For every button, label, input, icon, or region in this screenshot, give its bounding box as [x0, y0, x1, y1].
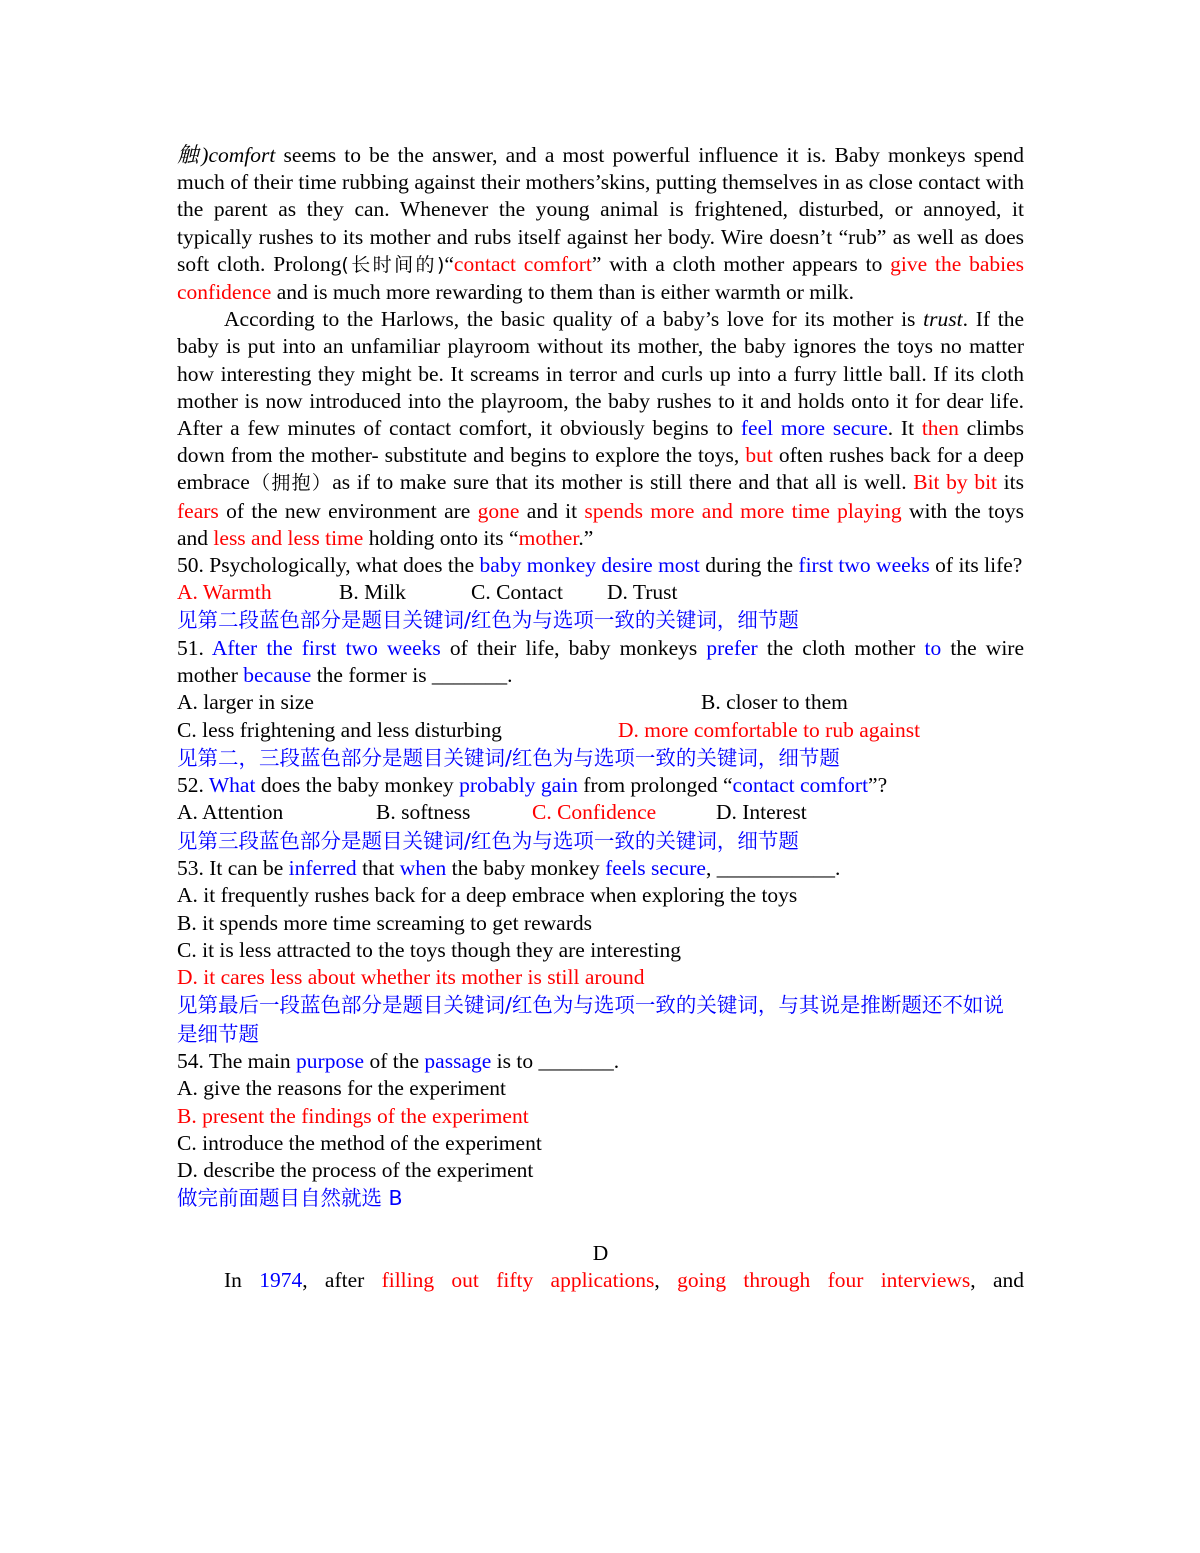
- question-50: 50. Psychologically, what does the baby monkey desire most during the first two weeks of its life?: [177, 553, 1023, 578]
- option-b: B. it spends more time screaming to get rewards: [177, 910, 592, 935]
- option-b: B. closer to them: [701, 690, 848, 715]
- question-54-note: 做完前面题目自然就选 B: [177, 1186, 403, 1211]
- question-51-options-row1: [177, 689, 1024, 716]
- option-b: B. present the findings of the experiment: [177, 1103, 529, 1128]
- option-c: C. Confidence: [532, 800, 657, 825]
- option-b: B. Milk: [339, 580, 406, 605]
- question-51: 51. After the first two weeks of their life, baby monkeys prefer the cloth mother to the wire mother because the former is _______.: [177, 635, 1024, 688]
- option-c: C. it is less attracted to the toys though they are interesting: [177, 937, 681, 962]
- paragraph-section-d: In 1974, after filling out fifty applications, going through four interviews, and: [224, 1267, 1024, 1292]
- option-a: A. it frequently rushes back for a deep embrace when exploring the toys: [177, 883, 798, 908]
- option-d: D. it cares less about whether its mother is still around: [177, 964, 645, 989]
- option-a: A. Attention: [177, 800, 284, 825]
- question-50-options: [177, 579, 1024, 606]
- option-a: A. larger in size: [177, 690, 314, 715]
- option-c: C. less frightening and less disturbing: [177, 717, 502, 742]
- question-51-options-row2: [177, 717, 1024, 744]
- section-heading-d: D: [592, 1240, 609, 1265]
- question-53: 53. It can be inferred that when the baby monkey feels secure, ___________.: [177, 856, 841, 881]
- option-d: D. more comfortable to rub against: [618, 717, 921, 742]
- option-c: C. Contact: [471, 580, 563, 605]
- question-53-note: 见第最后一段蓝色部分是题目关键词/红色为与选项一致的关键词，与其说是推断题还不如说是细节题: [177, 993, 1004, 1046]
- question-52-options: [177, 799, 1024, 826]
- question-52-note: 见第三段蓝色部分是题目关键词/红色为与选项一致的关键词，细节题: [177, 828, 799, 853]
- option-c: C. introduce the method of the experiment: [177, 1130, 542, 1155]
- paragraph-trust: According to the Harlows, the basic quality of a baby’s love for its mother is trust. If the baby is put into an unfamiliar playroom without its mother, the baby ignores the toys no matter how interesting they might be. It screams in terror and curls up into a furry little ball. If its cloth mother is now introduced into the playroom, the baby rushes to it and holds onto it for dear life. After a few minutes of contact comfort, it obviously begins to feel more secure. It then climbs down from the mother- substitute and begins to explore the toys, but often rushes back for a deep embrace（拥抱）as if to make sure that its mother is still there and that all is well. Bit by bit its fears of the new environment are gone and it spends more and more time playing with the toys and less and less time holding onto its “mother.”: [177, 307, 1025, 550]
- question-54: 54. The main purpose of the passage is to _______.: [177, 1049, 620, 1074]
- option-d: D. Trust: [607, 580, 678, 605]
- option-a: A. Warmth: [177, 580, 272, 605]
- document-page: [177, 142, 1024, 1294]
- section-spacer: [177, 1213, 1024, 1240]
- option-a: A. give the reasons for the experiment: [177, 1076, 506, 1101]
- option-b: B. softness: [376, 800, 471, 825]
- paragraph-contact-comfort: 触)comfort seems to be the answer, and a most powerful influence it is. Baby monkeys spend much of their time rubbing against their mothers’skins, putting themselves in as close contact with the parent as they can. Whenever the young animal is frightened, disturbed, or annoyed, it typically rushes to its mother and rubs itself against her body. Wire doesn’t “rub” as well as does soft cloth. Prolong(长时间的)“contact comfort” with a cloth mother appears to give the babies confidence and is much more rewarding to them than is either warmth or milk.: [177, 143, 1024, 305]
- option-d: D. describe the process of the experiment: [177, 1158, 534, 1182]
- option-d: D. Interest: [716, 800, 807, 825]
- question-50-note: 见第二段蓝色部分是题目关键词/红色为与选项一致的关键词，细节题: [177, 608, 799, 633]
- question-51-note: 见第二，三段蓝色部分是题目关键词/红色为与选项一致的关键词，细节题: [177, 745, 840, 770]
- question-52: 52. What does the baby monkey probably gain from prolonged “contact comfort”?: [177, 773, 888, 798]
